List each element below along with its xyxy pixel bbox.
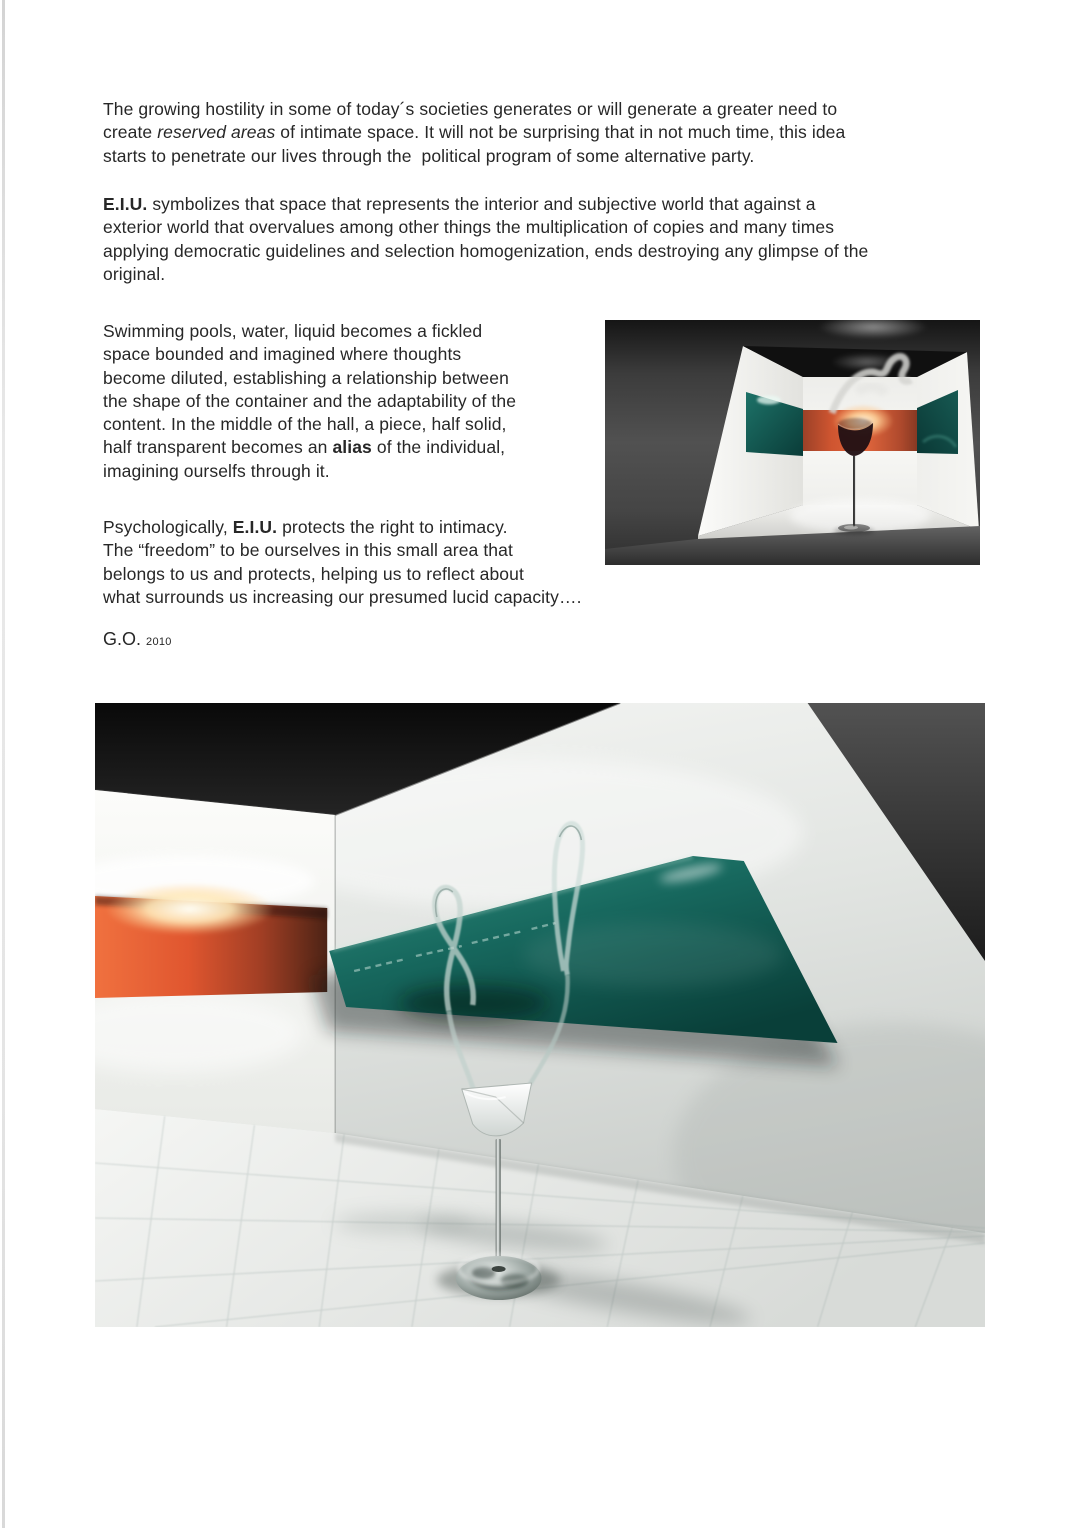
text-segment: half transparent becomes an [103, 437, 333, 458]
text-segment: of the individual, [371, 437, 506, 458]
paragraph-intro [103, 98, 845, 168]
text-line [103, 436, 516, 459]
signature-initials: G.O. [103, 629, 142, 649]
text-segment: the shape of the container and the adaptability of the [103, 390, 517, 411]
teal-panel-left-spotlight [757, 396, 781, 405]
author-signature [103, 629, 172, 650]
paragraph-eiu-definition [103, 193, 868, 286]
text-line [103, 586, 582, 609]
text-line [103, 390, 516, 413]
text-segment: what surrounds us increasing our presumed lucid capacity…. [103, 586, 582, 607]
text-segment-bold: E.I.U. [103, 194, 148, 214]
text-line [103, 145, 845, 168]
text-segment: The growing hostility in some of today´s societies generates or will generate a greater need to [103, 99, 838, 119]
text-segment-bold: E.I.U. [232, 517, 278, 537]
text-segment: applying democratic guidelines and selection homogenization, ends destroying any glimpse of the [103, 240, 869, 261]
text-segment: imagining ourselfs through it. [103, 460, 330, 481]
text-segment: symbolizes that space that represents the interior and subjective world that against a [147, 194, 816, 214]
text-line [103, 121, 845, 144]
text-segment: content. In the middle of the hall, a piece, half solid, [103, 414, 507, 435]
text-segment: exterior world that overvalues among other things the multiplication of copies and many times [103, 217, 835, 238]
text-line [103, 263, 868, 286]
text-line [103, 563, 582, 586]
text-line [103, 539, 582, 562]
text-line [103, 320, 516, 343]
text-line [103, 343, 516, 366]
text-segment: create [103, 122, 158, 143]
text-segment-bold: alias [332, 437, 372, 458]
text-line [103, 240, 868, 263]
room-detail-graphic [95, 703, 985, 1327]
orange-panel-spotlight [105, 883, 274, 935]
text-line [103, 516, 582, 539]
text-line [103, 367, 516, 390]
text-segment: The “freedom” to be ourselves in this small area that [103, 540, 513, 561]
text-segment: become diluted, establishing a relationship between [103, 367, 509, 388]
text-line [103, 98, 845, 121]
figure-room-overview [605, 320, 980, 565]
text-segment: original. [103, 263, 166, 284]
text-line [103, 460, 516, 483]
text-segment: belongs to us and protects, helping us to reflect about [103, 563, 524, 584]
text-segment: starts to penetrate our lives through the political program of some alternative party. [103, 145, 755, 166]
text-segment: of intimate space. It will not be surprising that in not much time, this idea [275, 122, 846, 143]
text-line [103, 193, 868, 216]
figure-room-detail [95, 703, 985, 1327]
page-left-edge-line [2, 0, 5, 1528]
text-line [103, 216, 868, 239]
text-segment: protects the right to intimacy. [277, 517, 508, 537]
paragraph-psychologically [103, 516, 582, 609]
room-overview-graphic [605, 320, 980, 565]
text-segment: space bounded and imagined where thoughts [103, 344, 462, 365]
signature-year: 2010 [146, 636, 172, 648]
text-segment: Psychologically, [103, 517, 233, 537]
text-line [103, 413, 516, 436]
text-segment: Swimming pools, water, liquid becomes a fickled [103, 321, 483, 341]
paragraph-swimming-pools [103, 320, 516, 483]
text-segment-italic: reserved areas [157, 122, 276, 143]
